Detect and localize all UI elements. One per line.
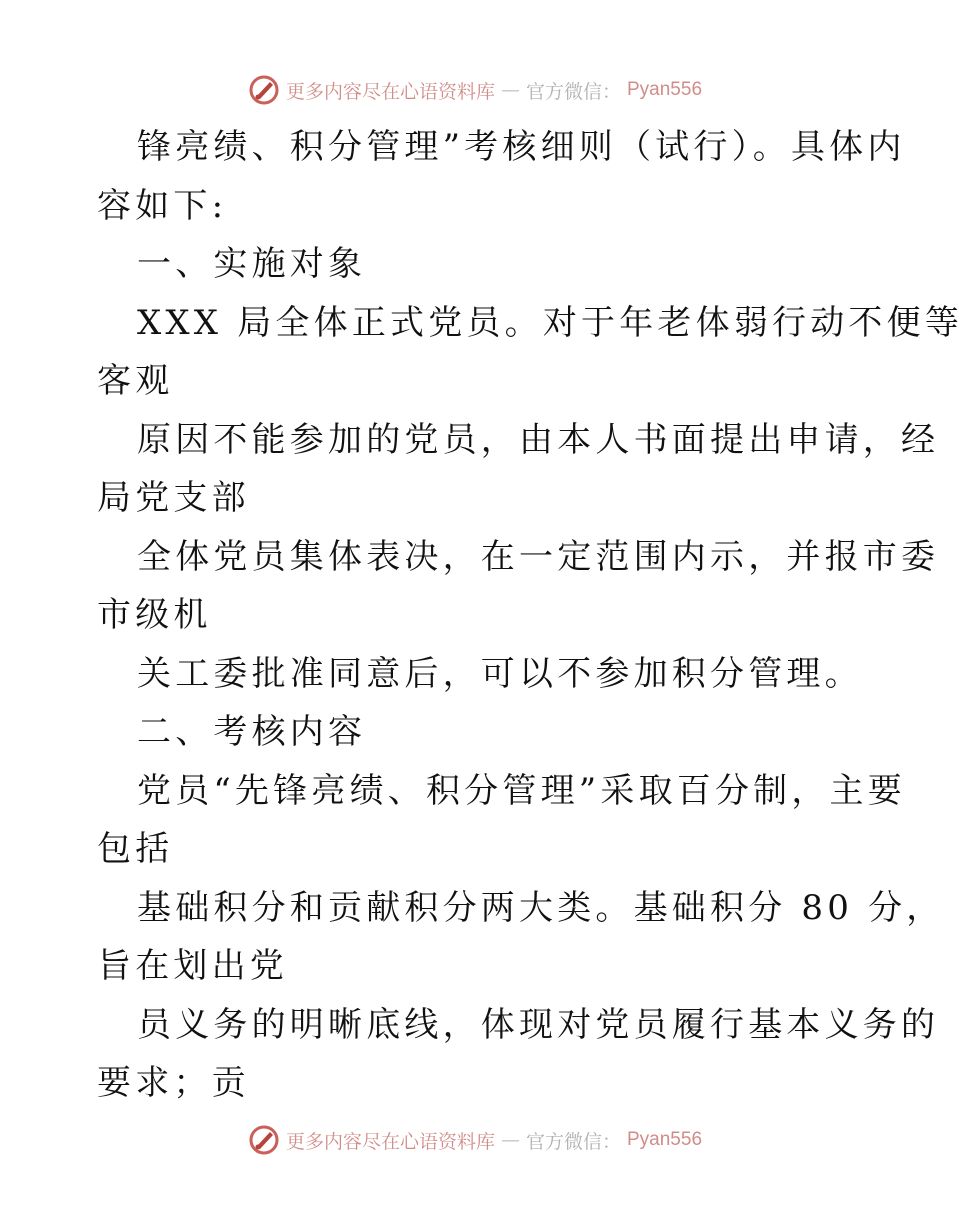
text-line: 容如下:: [97, 185, 228, 226]
text-line: 全体党员集体表决，在一定范围内示，并报市委: [137, 536, 940, 577]
brand-logo-icon: [248, 1124, 280, 1156]
text-line: 市级机: [97, 595, 212, 635]
text-line: 包括: [97, 829, 174, 869]
text-line: 要求；贡: [97, 1063, 250, 1103]
watermark-text: 更多内容尽在心语资料库: [285, 80, 495, 103]
watermark-wechat-id: Pyan556: [627, 1129, 703, 1150]
text-line: 旨在划出党: [97, 946, 288, 986]
watermark-separator: —: [500, 1129, 520, 1151]
text-line: 客观: [97, 361, 174, 401]
text-line: 局党支部: [97, 478, 250, 518]
section-heading: 二、考核内容: [137, 712, 367, 752]
text-line: 员义务的明晰底线，体现对党员履行基本义务的: [137, 1004, 940, 1045]
watermark-wechat-id: Pyan556: [627, 79, 703, 100]
text-line: 基础积分和贡献积分两大类。基础积分 80 分，: [137, 887, 945, 928]
watermark-footer: [0, 1120, 950, 1160]
watermark-label: 官方微信：: [525, 1130, 621, 1153]
text-line: 原因不能参加的党员，由本人书面提出申请，经: [137, 419, 940, 460]
section-heading: 一、实施对象: [137, 244, 367, 284]
watermark-separator: —: [500, 79, 520, 101]
brand-logo-icon: [248, 74, 280, 106]
watermark-header: [0, 70, 950, 110]
text-line: XXX 局全体正式党员。对于年老体弱行动不便等: [137, 302, 963, 343]
document-body: [97, 118, 963, 1113]
text-line: 党员“先锋亮绩、积分管理”采取百分制，主要: [137, 770, 906, 811]
watermark-text: 更多内容尽在心语资料库: [285, 1130, 495, 1153]
watermark-label: 官方微信：: [525, 80, 621, 103]
text-line: 关工委批准同意后，可以不参加积分管理。: [137, 653, 863, 694]
text-line: 锋亮绩、积分管理”考核细则（试行）。具体内: [137, 127, 906, 167]
